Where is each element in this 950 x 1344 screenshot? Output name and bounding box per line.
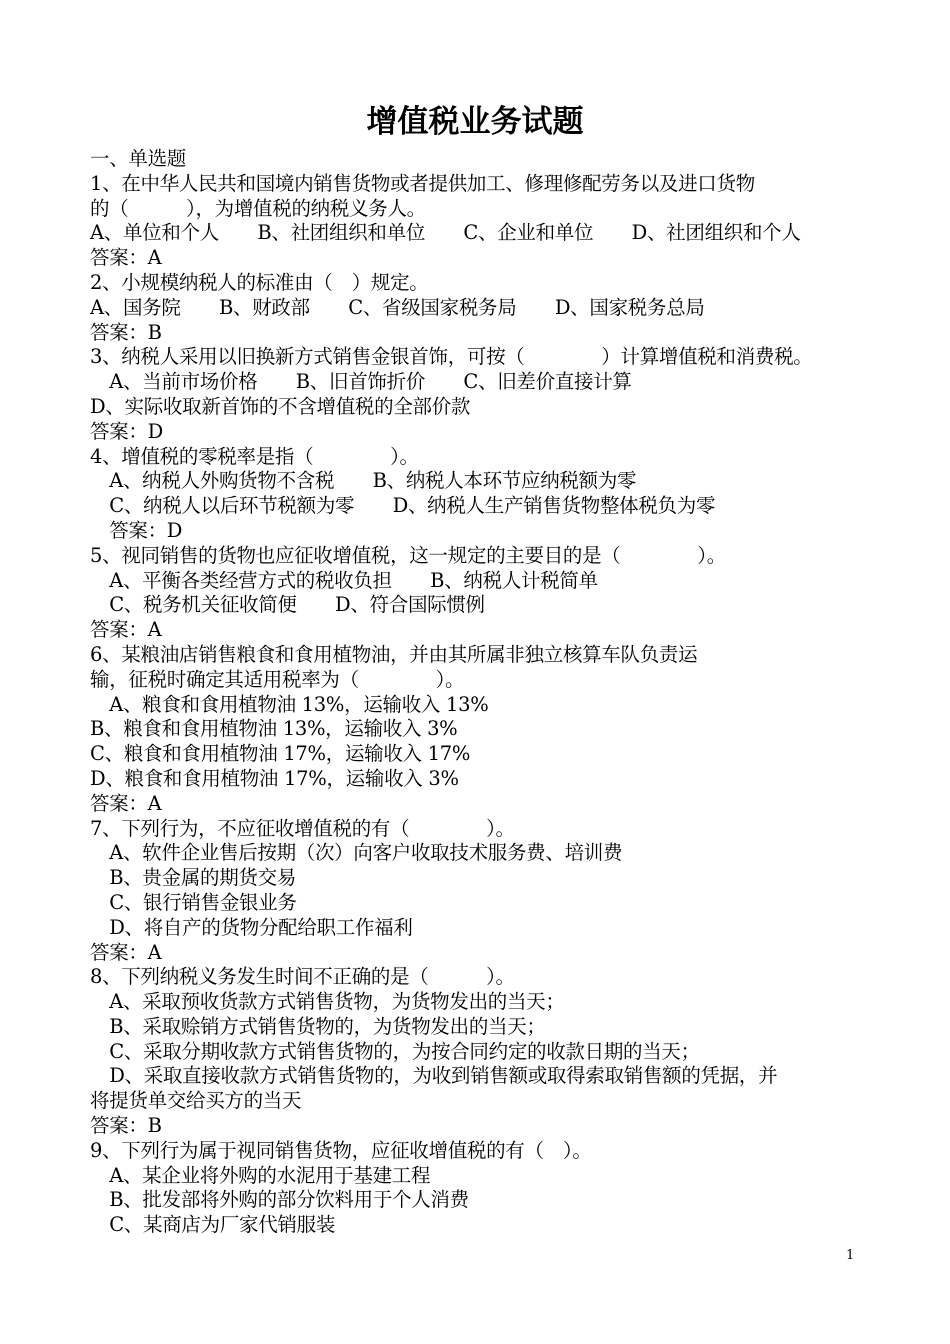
document-title: 增值税业务试题 bbox=[366, 104, 584, 140]
text-line: C、纳税人以后环节税额为零 D、纳税人生产销售货物整体税负为零 bbox=[90, 494, 716, 518]
text-line: 一、单选题 bbox=[90, 147, 187, 170]
text-line: 答案：D bbox=[90, 419, 163, 443]
text-line: C、某商店为厂家代销服装 bbox=[90, 1213, 336, 1237]
text-line: 答案：B bbox=[90, 1114, 162, 1138]
text-line: C、粮食和食用植物油 17%，运输收入 17% bbox=[90, 742, 471, 766]
text-line: 答案：A bbox=[90, 791, 162, 815]
text-line: A、某企业将外购的水泥用于基建工程 bbox=[90, 1163, 431, 1187]
text-line: 答案：A bbox=[90, 940, 162, 964]
text-line: 的（ ），为增值税的纳税义务人。 bbox=[90, 196, 426, 220]
text-line: 3、纳税人采用以旧换新方式销售金银首饰，可按（ ）计算增值税和消费税。 bbox=[90, 345, 813, 369]
text-line: 输，征税时确定其适用税率为（ ）。 bbox=[90, 667, 465, 691]
text-line: A、粮食和食用植物油 13%，运输收入 13% bbox=[90, 692, 489, 716]
text-line: 将提货单交给买方的当天 bbox=[90, 1089, 302, 1113]
text-line: 6、某粮油店销售粮食和食用植物油，并由其所属非独立核算车队负责运 bbox=[90, 642, 698, 666]
text-line: 4、增值税的零税率是指（ ）。 bbox=[90, 444, 419, 468]
text-line: D、实际收取新首饰的不含增值税的全部价款 bbox=[90, 394, 471, 418]
text-line: 5、视同销售的货物也应征收增值税，这一规定的主要目的是（ ）。 bbox=[90, 543, 726, 567]
text-line: A、当前市场价格 B、旧首饰折价 C、旧差价直接计算 bbox=[90, 370, 632, 394]
text-line: B、采取赊销方式销售货物的，为货物发出的当天； bbox=[90, 1014, 546, 1038]
page-number: 1 bbox=[846, 1248, 855, 1263]
document-body bbox=[90, 147, 890, 1238]
text-line: C、银行销售金银业务 bbox=[90, 890, 297, 914]
text-line: D、采取直接收款方式销售货物的，为收到销售额或取得索取销售额的凭据，并 bbox=[90, 1064, 778, 1088]
text-line: 8、下列纳税义务发生时间不正确的是（ ）。 bbox=[90, 965, 515, 989]
text-line: A、单位和个人 B、社团组织和单位 C、企业和单位 D、社团组织和个人 bbox=[90, 221, 801, 245]
text-line: 答案：A bbox=[90, 618, 162, 642]
text-line: 答案：B bbox=[90, 320, 162, 344]
text-line: C、税务机关征收简便 D、符合国际惯例 bbox=[90, 593, 485, 617]
text-line: B、贵金属的期货交易 bbox=[90, 866, 297, 890]
text-line: D、粮食和食用植物油 17%，运输收入 3% bbox=[90, 766, 459, 790]
text-line: A、采取预收货款方式销售货物，为货物发出的当天； bbox=[90, 990, 565, 1014]
text-line: 7、下列行为，不应征收增值税的有（ ）。 bbox=[90, 816, 515, 840]
text-line: 9、下列行为属于视同销售货物，应征收增值税的有（ ）。 bbox=[90, 1138, 592, 1162]
text-line: B、批发部将外购的部分饮料用于个人消费 bbox=[90, 1188, 469, 1212]
text-line: A、纳税人外购货物不含税 B、纳税人本环节应纳税额为零 bbox=[90, 469, 637, 493]
text-line: 答案：D bbox=[90, 518, 183, 542]
text-line: A、国务院 B、财政部 C、省级国家税务局 D、国家税务总局 bbox=[90, 295, 705, 319]
text-line: 2、小规模纳税人的标准由（ ）规定。 bbox=[90, 270, 429, 294]
text-line: C、采取分期收款方式销售货物的，为按合同约定的收款日期的当天； bbox=[90, 1039, 700, 1063]
text-line: A、软件企业售后按期（次）向客户收取技术服务费、培训费 bbox=[90, 841, 623, 865]
text-line: A、平衡各类经营方式的税收负担 B、纳税人计税简单 bbox=[90, 568, 598, 592]
text-line: 答案：A bbox=[90, 246, 162, 270]
text-line: D、将自产的货物分配给职工作福利 bbox=[90, 915, 413, 939]
text-line: B、粮食和食用植物油 13%，运输收入 3% bbox=[90, 717, 458, 741]
text-line: 1、在中华人民共和国境内销售货物或者提供加工、修理修配劳务以及进口货物 bbox=[90, 171, 755, 195]
